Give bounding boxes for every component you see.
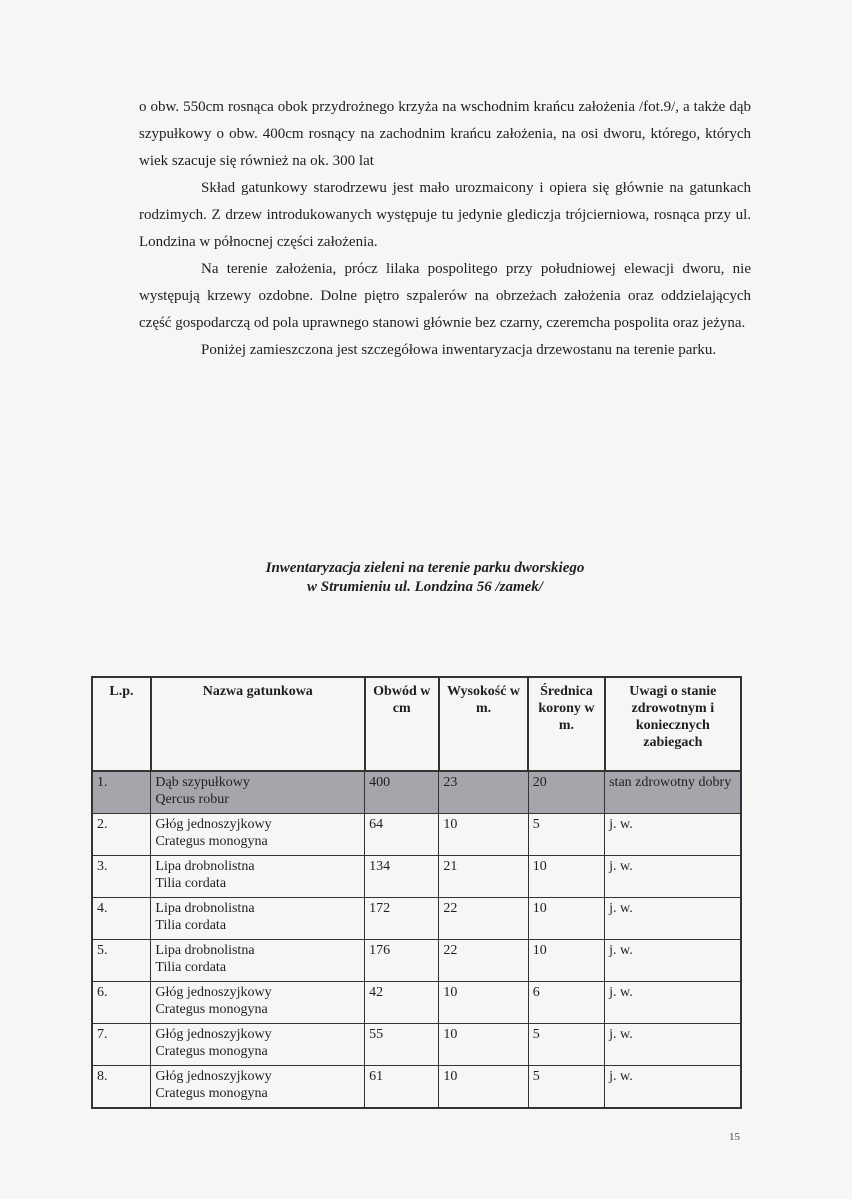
cell-name xyxy=(151,898,365,940)
species-polish-name: Lipa drobnolistna xyxy=(155,859,255,874)
cell-remarks: stan zdrowotny dobry xyxy=(605,771,741,814)
species-latin-name: Crategus monogyna xyxy=(155,1044,268,1059)
cell-height: 22 xyxy=(439,898,528,940)
body-text xyxy=(139,94,751,364)
cell-crown-diameter: 10 xyxy=(528,940,604,982)
cell-remarks: j. w. xyxy=(605,814,741,856)
cell-remarks: j. w. xyxy=(605,898,741,940)
cell-circumference: 400 xyxy=(365,771,439,814)
cell-name xyxy=(151,982,365,1024)
header-circumference: Obwód w cm xyxy=(365,677,439,771)
table-title-line-1: Inwentaryzacja zieleni na terenie parku dworskiego xyxy=(265,560,585,576)
paragraph-4: Poniżej zamieszczona jest szczegółowa inwentaryzacja drzewostanu na terenie parku. xyxy=(201,342,717,358)
cell-circumference: 42 xyxy=(365,982,439,1024)
cell-lp: 2. xyxy=(92,814,151,856)
cell-lp: 4. xyxy=(92,898,151,940)
paragraph-3: Na terenie założenia, prócz lilaka pospolitego przy południowej elewacji dworu, nie występują krzewy ozdobne. Dolne piętro szpalerów na obrzeżach założenia oraz oddzielających część gospodarczą od pola uprawnego stanowi głównie bez czarny, czeremcha pospolita oraz jeżyna. xyxy=(139,261,751,331)
cell-circumference: 176 xyxy=(365,940,439,982)
cell-crown-diameter: 5 xyxy=(528,1066,604,1109)
cell-circumference: 55 xyxy=(365,1024,439,1066)
table-row xyxy=(92,940,741,982)
header-crown-diameter: Średnica korony w m. xyxy=(528,677,604,771)
page-number: 15 xyxy=(729,1131,740,1143)
species-latin-name: Qercus robur xyxy=(155,792,229,807)
table-row xyxy=(92,898,741,940)
header-height: Wysokość w m. xyxy=(439,677,528,771)
cell-name xyxy=(151,856,365,898)
table-header-row xyxy=(92,677,741,771)
table-row xyxy=(92,1066,741,1109)
cell-height: 10 xyxy=(439,814,528,856)
cell-name xyxy=(151,940,365,982)
cell-lp: 5. xyxy=(92,940,151,982)
cell-height: 10 xyxy=(439,1066,528,1109)
cell-circumference: 61 xyxy=(365,1066,439,1109)
cell-remarks: j. w. xyxy=(605,1024,741,1066)
species-latin-name: Tilia cordata xyxy=(155,918,227,933)
header-remarks: Uwagi o stanie zdrowotnym i koniecznych zabiegach xyxy=(605,677,741,771)
cell-remarks: j. w. xyxy=(605,1066,741,1109)
cell-lp: 3. xyxy=(92,856,151,898)
cell-lp: 6. xyxy=(92,982,151,1024)
species-polish-name: Dąb szypułkowy xyxy=(155,775,250,790)
species-latin-name: Tilia cordata xyxy=(155,876,227,891)
cell-lp: 8. xyxy=(92,1066,151,1109)
cell-name xyxy=(151,814,365,856)
cell-remarks: j. w. xyxy=(605,856,741,898)
cell-height: 21 xyxy=(439,856,528,898)
cell-lp: 7. xyxy=(92,1024,151,1066)
cell-remarks: j. w. xyxy=(605,982,741,1024)
cell-circumference: 134 xyxy=(365,856,439,898)
cell-remarks: j. w. xyxy=(605,940,741,982)
species-latin-name: Crategus monogyna xyxy=(155,1002,268,1017)
species-latin-name: Crategus monogyna xyxy=(155,834,268,849)
header-name: Nazwa gatunkowa xyxy=(151,677,365,771)
cell-crown-diameter: 5 xyxy=(528,814,604,856)
cell-name xyxy=(151,771,365,814)
species-latin-name: Crategus monogyna xyxy=(155,1086,268,1101)
species-polish-name: Głóg jednoszyjkowy xyxy=(155,985,272,1000)
cell-crown-diameter: 5 xyxy=(528,1024,604,1066)
cell-height: 23 xyxy=(439,771,528,814)
cell-circumference: 64 xyxy=(365,814,439,856)
table-row xyxy=(92,856,741,898)
species-polish-name: Lipa drobnolistna xyxy=(155,901,255,916)
cell-crown-diameter: 6 xyxy=(528,982,604,1024)
table-row xyxy=(92,982,741,1024)
species-polish-name: Głóg jednoszyjkowy xyxy=(155,817,272,832)
cell-crown-diameter: 10 xyxy=(528,856,604,898)
header-lp: L.p. xyxy=(92,677,151,771)
paragraph-2: Skład gatunkowy starodrzewu jest mało urozmaicony i opiera się głównie na gatunkach rodzimych. Z drzew introdukowanych występuje tu jedynie glediczja trójcierniowa, rosnąca przy ul. Londzina w północnej części założenia. xyxy=(139,180,751,250)
table-row xyxy=(92,1024,741,1066)
species-polish-name: Głóg jednoszyjkowy xyxy=(155,1069,272,1084)
species-polish-name: Głóg jednoszyjkowy xyxy=(155,1027,272,1042)
cell-crown-diameter: 20 xyxy=(528,771,604,814)
table-title-line-2: w Strumieniu ul. Londzina 56 /zamek/ xyxy=(307,579,543,595)
cell-name xyxy=(151,1024,365,1066)
cell-height: 22 xyxy=(439,940,528,982)
table-body xyxy=(92,771,741,1108)
cell-height: 10 xyxy=(439,1024,528,1066)
table-title xyxy=(140,559,710,597)
cell-height: 10 xyxy=(439,982,528,1024)
cell-circumference: 172 xyxy=(365,898,439,940)
inventory-table xyxy=(91,676,742,1109)
cell-name xyxy=(151,1066,365,1109)
table-row xyxy=(92,814,741,856)
cell-crown-diameter: 10 xyxy=(528,898,604,940)
paragraph-1: o obw. 550cm rosnąca obok przydrożnego krzyża na wschodnim krańcu założenia /fot.9/, a także dąb szypułkowy o obw. 400cm rosnący na zachodnim krańcu założenia, na osi dworu, którego, których wiek szacuje się również na ok. 300 lat xyxy=(139,99,751,169)
species-latin-name: Tilia cordata xyxy=(155,960,227,975)
cell-lp: 1. xyxy=(92,771,151,814)
species-polish-name: Lipa drobnolistna xyxy=(155,943,255,958)
table-row xyxy=(92,771,741,814)
